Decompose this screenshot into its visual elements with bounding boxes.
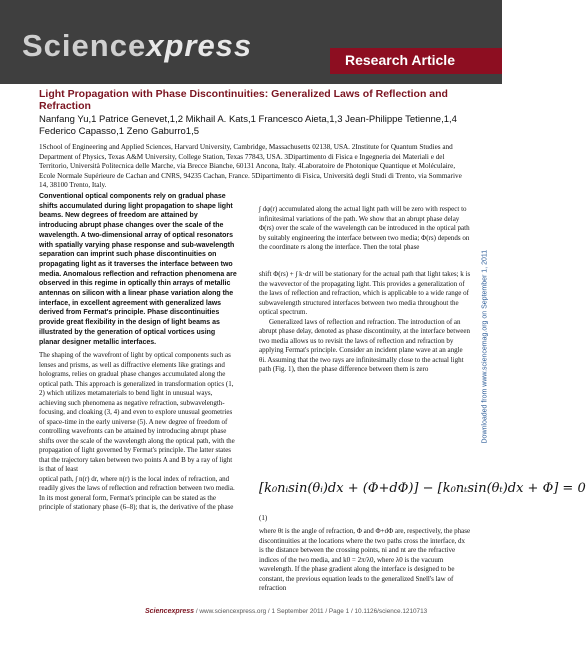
section-badge bbox=[330, 48, 502, 74]
right-column bbox=[259, 270, 471, 375]
journal-banner bbox=[0, 0, 502, 84]
author-list: Nanfang Yu,1 Patrice Genevet,1,2 Mikhail A. Kats,1 Francesco Aieta,1,3 Jean-Philippe Tetienne,1,4 Federico Capasso,1 Zeno Gaburro1,5 bbox=[39, 114, 457, 137]
section-label: Research Article bbox=[345, 52, 455, 68]
equation-number: (1) bbox=[259, 514, 268, 522]
left-column bbox=[39, 192, 237, 513]
equation-1: [k₀nᵢsin(θᵢ)dx + (Φ+dΦ)] − [k₀nₜsin(θₜ)dx + Φ] = 0 bbox=[259, 481, 586, 496]
body-paragraph-4: Generalized laws of reflection and refraction. The introduction of an abrupt phase delay, denoted as phase discontinuity, at the interface between two media allows us to revisit the laws of reflection and refraction by applying Fermat's principle. Consider an incident plane wave at an angle θi. Assuming that the two rays are infinitesimally close to the actual light path (Fig. 1), then the phase difference between them is zero bbox=[259, 317, 470, 373]
body-paragraph-1: The shaping of the wavefront of light by optical components such as lenses and prisms, as well as diffractive elements like gratings and holograms, relies on gradual phase changes accumulated along the optical path. This approach is generalized in transformation optics (1, 2) which utilizes metamaterials to bend light in unusual ways, achieving such phenomena as negative refraction, subwavelength-focusing, and cloaking (3, 4) and even to explore unusual geometries of space-time in the early universe (5). A new degree of freedom of controlling wavefronts can be attained by introducing abrupt phase shifts over the scale of the wavelength along the optical path, with the propagation of light governed by Fermat's principle. The latter states that the trajectory taken between two points A and B by a ray of light is that of least bbox=[39, 351, 235, 474]
abstract: Conventional optical components rely on gradual phase shifts accumulated during light propagation to shape light beams. New degrees of freedom are attained by introducing abrupt phase changes over the scale of the wavelength. A two-dimensional array of optical resonators with spatially varying phase response and sub-wavelength separation can imprint such phase discontinuities on propagating light as it traverses the interface between two media. Anomalous reflection and refraction phenomena are observed in this regime in optically thin arrays of metallic antennas on silicon with a linear phase variation along the interface, in excellent agreement with generalized laws derived from Fermat's principle. Phase discontinuities provide great flexibility in the design of light beams as illustrated by the generation of optical vortices using planar designer metallic interfaces. bbox=[39, 193, 237, 346]
download-sidebar bbox=[475, 235, 487, 455]
right-column-top: ∫ dφ(r) accumulated along the actual light path will be zero with respect to infinitesimal variations of the path. We show that an abrupt phase delay Φ(rs) over the scale of the wavelength can be introduced in the optical path by suitably engineering the interface between two media; Φ(rs) depends on the coordinate rs along the interface. Then the total phase bbox=[259, 205, 470, 251]
footer-brand: Sciencexpress bbox=[145, 608, 195, 615]
right-column-bottom bbox=[259, 527, 471, 594]
footer-citation: / www.sciencexpress.org / 1 September 2011 / Page 1 / 10.1126/science.1210713 bbox=[195, 608, 428, 615]
affiliations: 1School of Engineering and Applied Sciences, Harvard University, Cambridge, Massachusetts 02138, USA. 2Institute for Quantum Studies and Department of Physics, Texas A&M University, College Station, Texas 77843, USA. 3Dipartimento di Fisica e Ingegneria dei Materiali e del Territorio, Università Politecnica delle Marche, via Brecce Bianche, 60131 Ancona, Italy. 4Laboratoire de Photonique Quantique et Moléculaire, Ecole Normale Supérieure de Cachan and CNRS, 94235 Cachan, France. 5Dipartimento di Fisica, Università degli Studi di Trento, via Sommarive 14, 38100 Trento, Italy. bbox=[39, 143, 462, 190]
download-note[interactable]: Downloaded from www.sciencemag.org on September 1, 2011 bbox=[481, 249, 489, 444]
logo-suffix: xpress bbox=[146, 28, 253, 63]
body-paragraph-2: optical path, ∫ n(r) dr, where n(r) is the local index of refraction, and readily gives the laws of reflection and refraction between two media. In its most general form, Fermat's principle can be stated as the principle of stationary phase (6–8); that is, the derivative of the phase bbox=[39, 474, 235, 512]
logo-prefix: Science bbox=[22, 28, 147, 63]
page-footer bbox=[145, 608, 427, 615]
journal-logo bbox=[22, 28, 252, 64]
body-paragraph-5: where θt is the angle of refraction, Φ and Φ+dΦ are, respectively, the phase discontinuities at the locations where the two paths cross the interface, dx is the distance between the crossing points, ni and nt are the refractive indices of the two media, and k0 = 2π/λ0, where λ0 is the vacuum wavelength. If the phase gradient along the interface is designed to be constant, the previous equation leads to the generalized Snell's law of refraction bbox=[259, 527, 471, 592]
body-paragraph-3: shift Φ(rs) + ∫ k·dr will be stationary for the actual path that light takes; k is the wavevector of the propagating light. This provides a generalization of the laws of reflection and refraction, which is applicable to a wide range of subwavelength structured interfaces between two media throughout the optical spectrum. bbox=[259, 270, 471, 316]
article-title: Light Propagation with Phase Discontinuities: Generalized Laws of Reflection and Refraction bbox=[39, 88, 448, 112]
